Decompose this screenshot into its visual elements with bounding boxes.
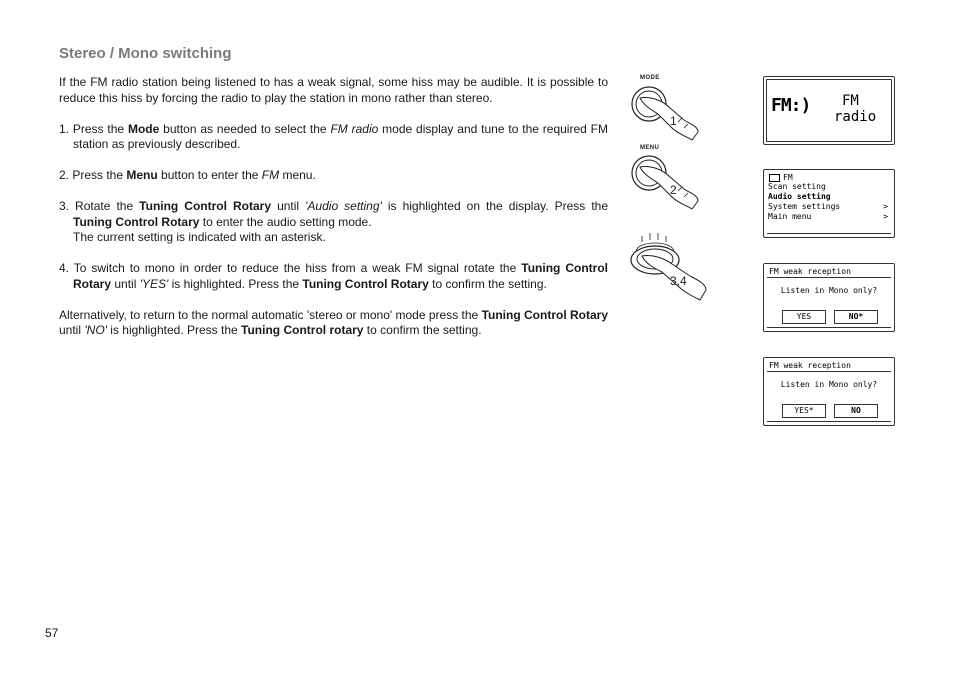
mode-button-illustration	[628, 84, 704, 146]
step3-text: is highlighted on the display. Press the	[381, 199, 609, 213]
alt-no-term: 'NO'	[84, 323, 107, 337]
alternative-paragraph	[59, 308, 608, 339]
step3-text: to enter the audio setting mode.	[199, 214, 372, 229]
menu-button-illustration	[628, 153, 704, 215]
step2-menu-term: Menu	[126, 168, 158, 182]
rotary-tick-icon	[642, 233, 666, 242]
weak-question: Listen in Mono only?	[780, 286, 878, 295]
page-number: 57	[45, 626, 59, 640]
menu-item-label: Audio setting	[768, 192, 831, 201]
fm-logo: FM:)	[771, 95, 811, 116]
step3-text: 3. Rotate the	[59, 199, 140, 213]
step2-text: 2. Press the	[59, 168, 127, 182]
menu-item-label: System settings	[768, 202, 841, 211]
alt-text: Alternatively, to return to the normal automatic 'stereo or mono' mode press the	[59, 307, 482, 322]
instruction-text	[59, 75, 608, 354]
lcd-weak-reception-display-2	[763, 357, 895, 426]
weak-question: Listen in Mono only?	[780, 380, 878, 389]
step2-fm-term: FM	[261, 168, 280, 182]
radio-icon	[769, 174, 780, 182]
step1-text: 1. Press the	[59, 121, 128, 136]
menu-item-label: Main menu	[768, 212, 812, 221]
step3-note: The current setting is indicated with an asterisk.	[73, 230, 326, 244]
step-1	[59, 122, 608, 153]
yes-option[interactable]: YES*	[782, 404, 826, 418]
alt-rotary-term: Tuning Control rotary	[241, 323, 364, 337]
fm-mode-line2: radio	[834, 109, 877, 125]
chevron-right-icon: >	[883, 202, 888, 211]
step3-rotary-term: Tuning Control Rotary	[139, 199, 272, 213]
menu-item-selected[interactable]	[768, 192, 888, 202]
weak-header: FM weak reception	[767, 361, 891, 372]
chevron-right-icon: >	[883, 212, 888, 221]
menu-header-text: FM	[783, 173, 793, 182]
step4-yes-term: 'YES'	[139, 276, 169, 291]
weak-header: FM weak reception	[767, 267, 891, 278]
fm-mode-line1: FM	[842, 93, 859, 109]
step-label-2: 2	[670, 183, 677, 197]
alt-text: is highlighted. Press the	[106, 323, 242, 337]
step1-text: mode display and tune to the required FM station as previously described.	[73, 121, 608, 151]
step-4	[59, 261, 608, 292]
page-title: Stereo / Mono switching	[59, 45, 232, 62]
menu-item[interactable]	[768, 212, 888, 222]
lcd-fm-radio-display	[763, 76, 895, 145]
step4-text: to confirm the setting.	[428, 276, 547, 291]
step4-rotary-term: Tuning Control Rotary	[302, 276, 429, 291]
menu-item[interactable]	[768, 202, 888, 212]
alt-rotary-term: Tuning Control Rotary	[481, 307, 608, 322]
no-option[interactable]: NO	[834, 404, 878, 418]
step4-text: is highlighted. Press the	[168, 276, 303, 291]
lcd-divider	[767, 327, 891, 328]
step3-rotary-term: Tuning Control Rotary	[73, 214, 200, 229]
mode-button-label: MODE	[640, 75, 660, 81]
step-label-3-4: 3,4	[670, 274, 687, 288]
lcd-divider	[767, 421, 891, 422]
menu-button-label: MENU	[640, 145, 660, 151]
step2-text: menu.	[279, 168, 316, 182]
step3-text: until	[271, 199, 306, 213]
step1-mode-term: Mode	[127, 121, 160, 136]
lcd-fm-menu-display	[763, 169, 895, 238]
alt-text: until	[59, 323, 85, 337]
intro-text: If the FM radio station being listened to has a weak signal, some hiss may be audible. It is possible to reduce this hiss by forcing the radio to play the station in mono rather than stereo.	[59, 75, 608, 105]
menu-item[interactable]	[768, 182, 888, 192]
step4-text: until	[111, 276, 140, 291]
menu-item-label: Scan setting	[768, 182, 826, 191]
step1-fm-radio-term: FM radio	[330, 121, 379, 136]
step1-text: button as needed to select the	[159, 121, 331, 136]
step2-text: button to enter the	[157, 168, 262, 182]
alt-text: to confirm the setting.	[363, 323, 482, 337]
step-3	[59, 199, 608, 246]
no-option[interactable]: NO*	[834, 310, 878, 324]
lcd-divider	[767, 233, 891, 234]
intro-paragraph	[59, 75, 608, 106]
step-2	[59, 168, 608, 184]
yes-option[interactable]: YES	[782, 310, 826, 324]
tuning-rotary-illustration	[628, 230, 714, 306]
step3-audio-setting-term: 'Audio setting'	[305, 199, 382, 213]
step4-text: 4. To switch to mono in order to reduce the hiss from a weak FM signal rotate the	[59, 261, 522, 275]
step4-rotary-term: Tuning Control Rotary	[73, 261, 608, 291]
lcd-weak-reception-display-1	[763, 263, 895, 332]
step-label-1: 1	[670, 114, 677, 128]
